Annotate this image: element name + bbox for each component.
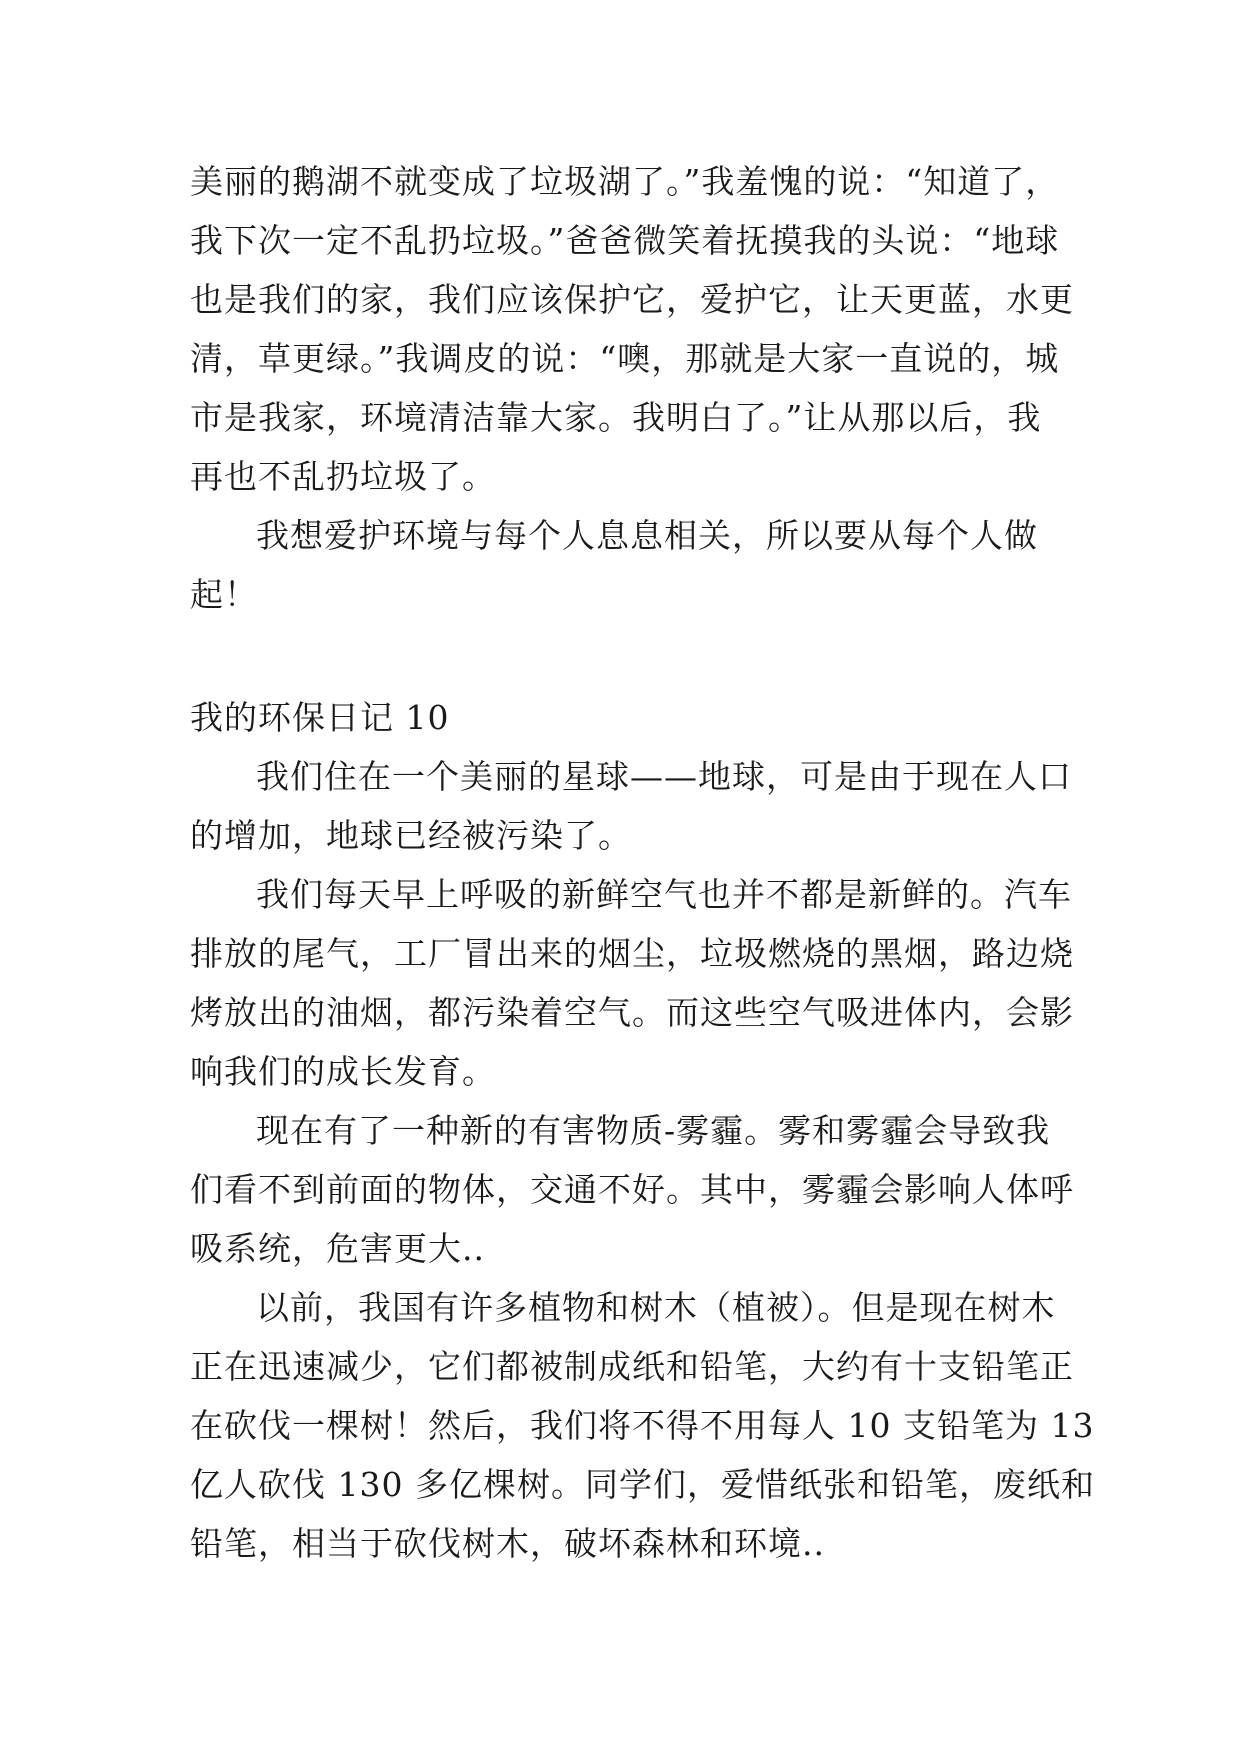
text-line: 排放的尾气，工厂冒出来的烟尘，垃圾燃烧的黑烟，路边烧 [190,934,1074,973]
text-line: 我们住在一个美丽的星球——地球，可是由于现在人口 [256,757,1072,796]
text-line: 再也不乱扔垃圾了。 [190,457,496,496]
text-line: 美丽的鹅湖不就变成了垃圾湖了。”我羞愧的说：“知道了， [190,162,1060,201]
text-line: 我想爱护环境与每个人息息相关，所以要从每个人做 [256,516,1038,555]
text-line: 起！ [190,575,258,614]
text-line: 响我们的成长发育。 [190,1052,496,1091]
text-line: 正在迅速减少，它们都被制成纸和铅笔，大约有十支铅笔正 [190,1347,1074,1386]
text-line: 也是我们的家，我们应该保护它，爱护它，让天更蓝，水更 [190,280,1074,319]
section-title: 我的环保日记 10 [190,698,450,737]
text-line: 我下次一定不乱扔垃圾。”爸爸微笑着抚摸我的头说：“地球 [190,221,1060,260]
text-line: 我们每天早上呼吸的新鲜空气也并不都是新鲜的。汽车 [256,875,1072,914]
text-line: 们看不到前面的物体，交通不好。其中，雾霾会影响人体呼 [190,1170,1074,1209]
text-line: 在砍伐一棵树！然后，我们将不得不用每人 10 支铅笔为 13 [190,1406,1095,1445]
text-line: 铅笔，相当于砍伐树木，破坏森林和环境.. [190,1524,825,1563]
text-line: 以前，我国有许多植物和树木（植被）。但是现在树木 [256,1288,1056,1327]
text-line: 市是我家，环境清洁靠大家。我明白了。”让从那以后，我 [190,398,1042,437]
text-line: 清，草更绿。”我调皮的说：“噢，那就是大家一直说的，城 [190,339,1060,378]
text-line: 的增加，地球已经被污染了。 [190,816,632,855]
text-line: 亿人砍伐 130 多亿棵树。同学们，爱惜纸张和铅笔，废纸和 [190,1465,1095,1504]
text-line: 烤放出的油烟，都污染着空气。而这些空气吸进体内，会影 [190,993,1074,1032]
text-line: 现在有了一种新的有害物质-雾霾。雾和雾霾会导致我 [256,1111,1051,1150]
text-line: 吸系统，危害更大.. [190,1229,485,1268]
